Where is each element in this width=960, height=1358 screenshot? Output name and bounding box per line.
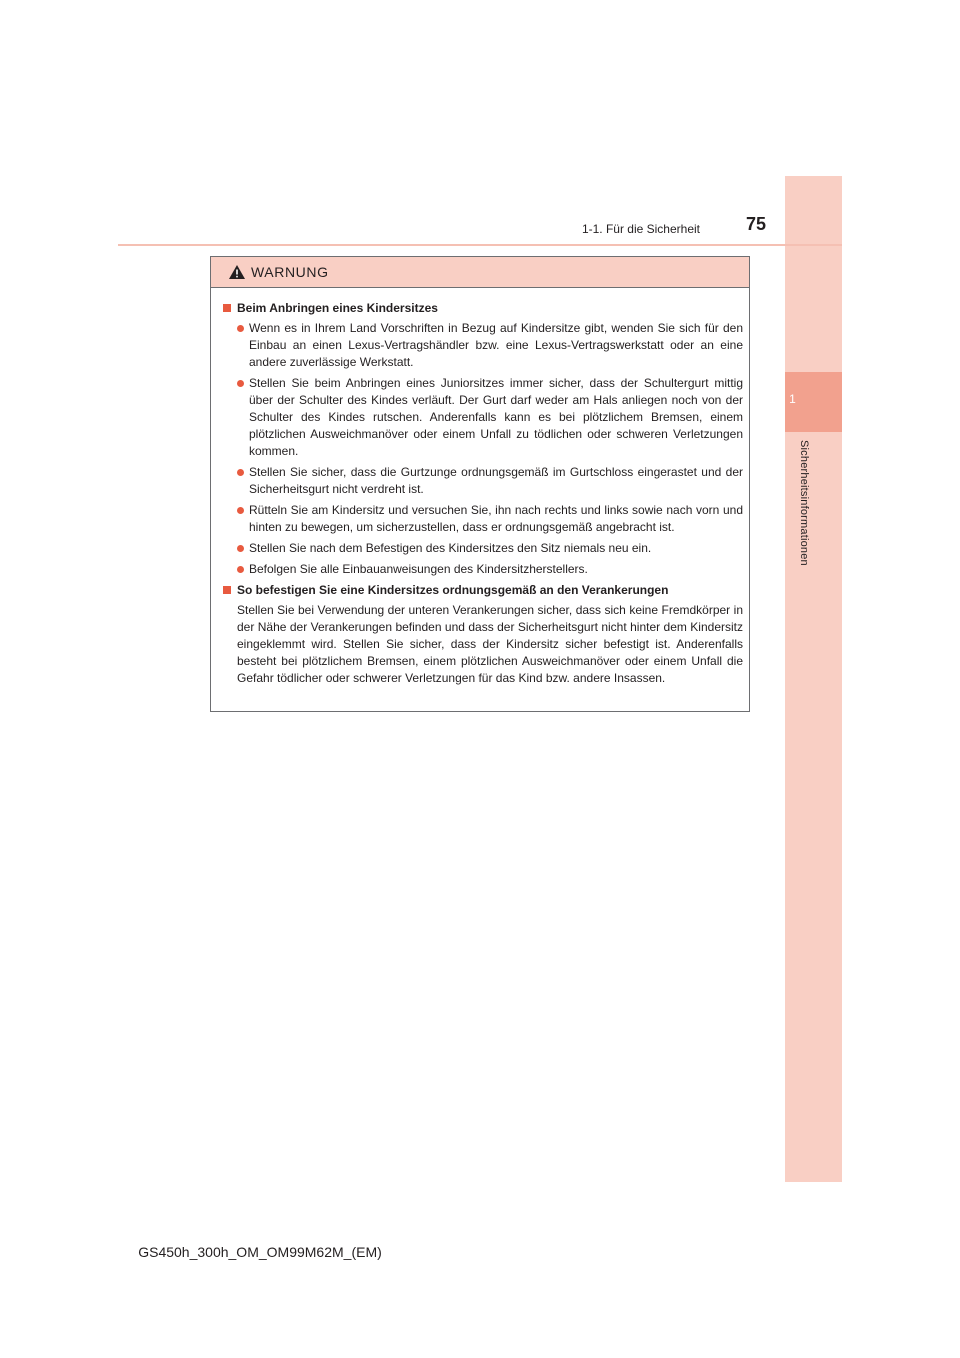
list-item <box>237 561 743 578</box>
section-heading <box>223 582 743 599</box>
section-heading <box>223 300 743 317</box>
section-heading-text: Beim Anbringen eines Kindersitzes <box>237 301 438 315</box>
header-rule <box>118 244 842 246</box>
dot-bullet-icon <box>237 380 244 387</box>
list-item <box>237 540 743 557</box>
section-heading-text: So befestigen Sie eine Kindersitzes ordnungsgemäß an den Verankerungen <box>237 583 669 597</box>
square-bullet-icon <box>223 304 231 312</box>
dot-bullet-icon <box>237 469 244 476</box>
warning-triangle-icon <box>229 265 245 279</box>
warning-box <box>210 256 750 712</box>
list-item <box>237 502 743 536</box>
dot-bullet-icon <box>237 325 244 332</box>
chapter-label-text: Sicherheitsinformationen <box>798 440 810 566</box>
warning-header <box>211 257 749 288</box>
warning-section-anchors <box>223 582 743 687</box>
page-number: 75 <box>746 214 767 234</box>
list-item-text: Wenn es in Ihrem Land Vorschriften in Bezug auf Kindersitze gibt, wenden Sie sich für den Einbau an einen Lexus-Vertragshändler bzw. eine Lexus-Vertragswerkstatt oder an eine andere zuverlässige Werkstatt. <box>249 321 743 369</box>
dot-bullet-icon <box>237 545 244 552</box>
footer-doc-code: GS450h_300h_OM_OM99M62M_(EM) <box>138 1244 382 1260</box>
list-item-text: Stellen Sie sicher, dass die Gurtzunge ordnungsgemäß im Gurtschloss eingerastet und der Sicherheitsgurt nicht verdreht ist. <box>249 465 743 496</box>
list-item-text: Stellen Sie beim Anbringen eines Juniorsitzes immer sicher, dass der Schultergurt mittig über der Schulter des Kindes verläuft. Der Gurt darf weder am Hals anliegen noch von der Schulter des Kindes rutschen. Anderenfalls kann es bei plötzlichem Bremsen, einem plötzlichen Ausweichmanöver oder einem Unfall zu tödlichen oder schweren Verletzungen kommen. <box>249 376 743 458</box>
section-title: 1-1. Für die Sicherheit <box>581 222 700 236</box>
section-paragraph: Stellen Sie bei Verwendung der unteren Verankerungen sicher, dass sich keine Fremdkörper in der Nähe der Verankerungen befinden und dass der Sicherheitsgurt nicht hinter dem Kindersitz eingeklemmt wird. Stellen Sie sicher, dass der Kindersitz sicher befestigt ist. Anderenfalls besteht bei plötzlichem Bremsen, einem plötzlichen Ausweichmanöver oder einem Unfall die Gefahr tödlicher oder schwerer Verletzungen für das Kind bzw. andere Insassen. <box>237 603 743 685</box>
list-item-text: Stellen Sie nach dem Befestigen des Kindersitzes den Sitz niemals neu ein. <box>249 541 652 555</box>
list-item <box>237 320 743 371</box>
list-item-text: Rütteln Sie am Kindersitz und versuchen Sie, ihn nach rechts und links sowie nach vorn und hinten zu bewegen, um sicherzustellen, dass er ordnungsgemäß angebracht ist. <box>249 503 743 534</box>
chapter-number: 1 <box>789 392 796 406</box>
warning-section-installing <box>223 300 743 578</box>
list-item <box>237 464 743 498</box>
warning-body <box>211 288 749 687</box>
chapter-label <box>776 440 810 590</box>
list-item-text: Befolgen Sie alle Einbauanweisungen des Kindersitzherstellers. <box>249 562 588 576</box>
dot-bullet-icon <box>237 566 244 573</box>
dot-bullet-icon <box>237 507 244 514</box>
warning-title: WARNUNG <box>251 264 329 280</box>
list-item <box>237 375 743 460</box>
square-bullet-icon <box>223 586 231 594</box>
chapter-side-band <box>785 176 842 1182</box>
